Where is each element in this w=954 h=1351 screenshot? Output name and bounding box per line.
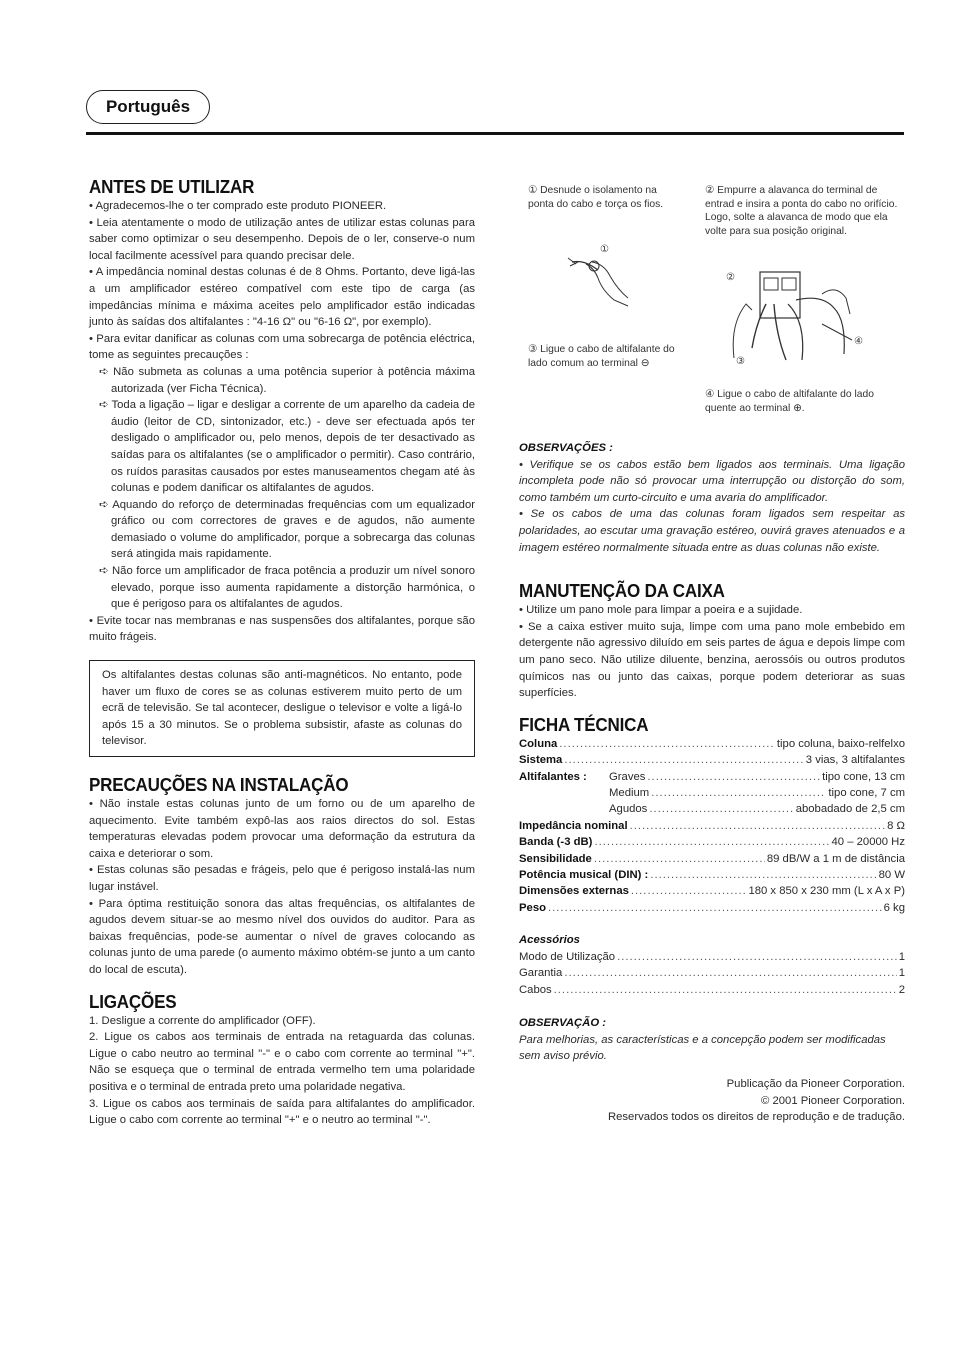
header-rule <box>86 132 904 135</box>
terminal-illustration <box>726 264 886 368</box>
ligacoes-step-1: 1. Desligue a corrente do amplificador (OFF). <box>89 1014 316 1027</box>
publication-line-2: © 2001 Pioneer Corporation. <box>761 1094 905 1107</box>
observacao-text: Para melhorias, as características e a concepção podem ser modificadas sem aviso prévio. <box>519 1033 886 1063</box>
ligacoes-step-2: 2. Ligue os cabos aos terminais de entrada na retaguarda das colunas. Ligue o cabo neutro ao terminal "-" e o cabo com corrente ao terminal "+". Não se esqueça que o terminal de entrada vermelho tem uma polaridade positiva e o terminal de entrada preto uma polaridade negativa. <box>89 1031 475 1093</box>
precaucoes-bullet-3: • Para óptima restituição sonora das altas frequências, os altifalantes de agudos devem situar-se ao mesmo nível dos ouvidos do auditor. Para as baixas frequências, pode-se aumentar o nível de graves colocando as colunas junto de uma parede (o aumento máximo obtém-se junto a um canto do local de escuta). <box>89 897 475 976</box>
publication-info <box>608 1076 905 1126</box>
figure-label-1: ① <box>600 244 609 255</box>
acc-row-cabos: Cabos ..... 2 <box>519 982 905 998</box>
observacao-title: OBSERVAÇÃO : <box>519 1017 607 1029</box>
antes-bullet-2: • Leia atentamente o modo de utilização antes de utilizar estas colunas para saber como optimizar o seu desempenho. Depois de o ler, conserve-o num local facilmente acessível para quando precisar dele. <box>89 216 475 262</box>
manutencao-bullet-1: • Utilize um pano mole para limpar a poeira e a sujidade. <box>519 604 803 617</box>
publication-line-3: Reservados todos os direitos de reprodução e de tradução. <box>607 1111 905 1124</box>
spec-row-impedancia: Impedância nominal ..... 8 Ω <box>519 818 905 834</box>
spec-row-sistema: Sistema ..... 3 vias, 3 altifalantes <box>519 752 905 768</box>
figure-label-2: ② <box>726 272 735 283</box>
connection-figure <box>528 184 904 424</box>
antes-bullet-3: • A impedância nominal destas colunas é de 8 Ohms. Portanto, deve ligá-las a um amplificador estéreo compatível com este tipo de carga (as impedâncias mínima e máxima aceites pelo amplificador estão indicadas junto às saídas dos altifalantes : "4-16 Ω" ou "6-16 Ω", por exemplo). <box>89 266 475 329</box>
spec-row-coluna: Coluna ..... tipo coluna, baixo-relfelxo <box>519 736 905 752</box>
figure-label-4: ④ <box>854 336 863 347</box>
acessorios-title: Acessórios <box>519 934 580 947</box>
precaucoes-bullet-2: • Estas colunas são pesadas e frágeis, pelo que é perigoso instalá-las num lugar instável. <box>89 864 475 893</box>
spec-row-potencia: Potência musical (DIN) : ..... 80 W <box>519 867 905 883</box>
antes-title: ANTES DE UTILIZAR <box>89 176 255 197</box>
antes-last-bullet: • Evite tocar nas membranas e nas suspensões dos altifalantes, porque são muito frágeis. <box>89 614 475 644</box>
spec-row-sensibilidade: Sensibilidade ..... 89 dB/W a 1 m de distância <box>519 851 905 867</box>
precaucoes-bullet-1: • Não instale estas colunas junto de um forno ou de um aparelho de aquecimento. Evite também expô-las aos raios directos do sol. Estas temperaturas elevadas podem provocar uma deformação da estrutura da caixa e deteriorar o som. <box>89 798 475 860</box>
spec-row-agudos: Agudos ..... abobadado de 2,5 cm <box>519 801 905 817</box>
observacoes-title: OBSERVAÇÕES : <box>519 442 613 454</box>
spec-row-dimensoes: Dimensões externas ..... 180 x 850 x 230 mm (L x A x P) <box>519 883 905 899</box>
wire-twist-illustration <box>558 238 668 308</box>
figure-step-2: ② Empurre a alavanca do terminal de entrad e insira a ponta do cabo no orifício. Logo, solte a alavanca de modo que ela volte para sua posição original. <box>705 185 898 237</box>
right-column <box>519 440 905 1065</box>
observacoes-item-2: • Se os cabos de uma das colunas foram ligados sem respeitar as polaridades, ao escutar uma gravação estéreo, ouvirá graves atenuados e a imagem estéreo normalmente situada entre as duas colunas não existe. <box>519 508 905 554</box>
publication-line-1: Publicação da Pioneer Corporation. <box>726 1078 905 1090</box>
precaution-1: ➪ Não submeta as colunas a uma potência superior à potência máxima autorizada (ver Ficha Técnica). <box>99 365 475 395</box>
ligacoes-step-3: 3. Ligue os cabos aos terminais de saída para altifalantes do amplificador. Ligue o cabo com corrente ao terminal "+" e o neutro ao terminal "-". <box>89 1097 475 1127</box>
language-tab: Português <box>86 90 210 124</box>
precaution-3: ➪ Aquando do reforço de determinadas frequências com um equalizador gráfico ou com correctores de graves e de agudos, não aumente demasiado o volume do amplificador, porque a sobrecarga das colunas será atingida mais rapidamente. <box>99 498 475 561</box>
spec-row-graves: Altifalantes : Graves ..... tipo cone, 13 cm <box>519 769 905 785</box>
ficha-title: FICHA TÉCNICA <box>519 713 649 735</box>
observacoes-item-1: • Verifique se os cabos estão bem ligados aos terminais. Uma ligação incompleta pode não só provocar uma interrupção ou distorção do som, como também um curto-circuito e uma avaria do amplificador. <box>519 458 905 504</box>
figure-step-1: ① Desnude o isolamento na ponta do cabo e torça os fios. <box>528 185 664 210</box>
antes-bullet-4: • Para evitar danificar as colunas com uma sobrecarga de potência eléctrica, tome as seguintes precauções : <box>89 332 475 362</box>
ligacoes-title: LIGAÇÕES <box>89 990 177 1012</box>
figure-step-4: ④ Ligue o cabo de altifalante do lado quente ao terminal ⊕. <box>705 389 874 414</box>
precaution-4: ➪ Não force um amplificador de fraca potência a produzir um nível sonoro elevado, porque isso aumenta rapidamente a distorção harmónica, o que é perigoso para os altifalantes de agudos. <box>99 565 475 611</box>
figure-step-3: ③ Ligue o cabo de altifalante do lado comum ao terminal ⊖ <box>528 344 675 369</box>
figure-label-3: ③ <box>736 356 745 367</box>
left-column <box>89 176 475 1129</box>
precaution-2: ➪ Toda a ligação – ligar e desligar a corrente de um aparelho da cadeia de áudio (leitor de CD, sintonizador, etc.) - deve ser efectuada após ter desligado o amplificador ou, pelo menos, depois de ter desactivado as saídas para os altifalantes (se o amplificador o permitir). Caso contrário, os ruídos parasitas causados por estes manuseamentos chegam até às colunas e podem danificar os altifalantes de agudos. <box>99 399 475 495</box>
spec-row-medium: Medium ..... tipo cone, 7 cm <box>519 785 905 801</box>
spec-row-banda: Banda (-3 dB) ..... 40 – 20000 Hz <box>519 834 905 850</box>
antes-bullet-1: • Agradecemos-lhe o ter comprado este produto PIONEER. <box>89 200 387 212</box>
acc-row-garantia: Garantia ..... 1 <box>519 965 905 981</box>
spec-table <box>519 736 905 916</box>
spec-row-peso: Peso ..... 6 kg <box>519 900 905 916</box>
anti-magnetic-notice-box: Os altifalantes destas colunas são anti-magnéticos. No entanto, pode haver um fluxo de cores se as colunas estiverem muito perto de um ecrã de televisão. Se tal acontecer, desligue o televisor e volte a ligá-lo após 15 a 30 minutos. Se o problema subsistir, afaste as colunas do televisor. <box>89 660 475 757</box>
manutencao-title: MANUTENÇÃO DA CAIXA <box>519 580 725 602</box>
acc-row-modo: Modo de Utilização ..... 1 <box>519 949 905 965</box>
manutencao-bullet-2: • Se a caixa estiver muito suja, limpe com uma pano mole embebido em detergente não agressivo diluído em seis partes de água e depois limpe com um pano seco. Não utilize diluente, benzina, aerossóis ou outros produtos químicos nas ou junto das caixas, porque podem deteriorar as suas superfícies. <box>519 620 905 700</box>
precaucoes-title: PRECAUÇÕES NA INSTALAÇÃO <box>89 774 349 795</box>
